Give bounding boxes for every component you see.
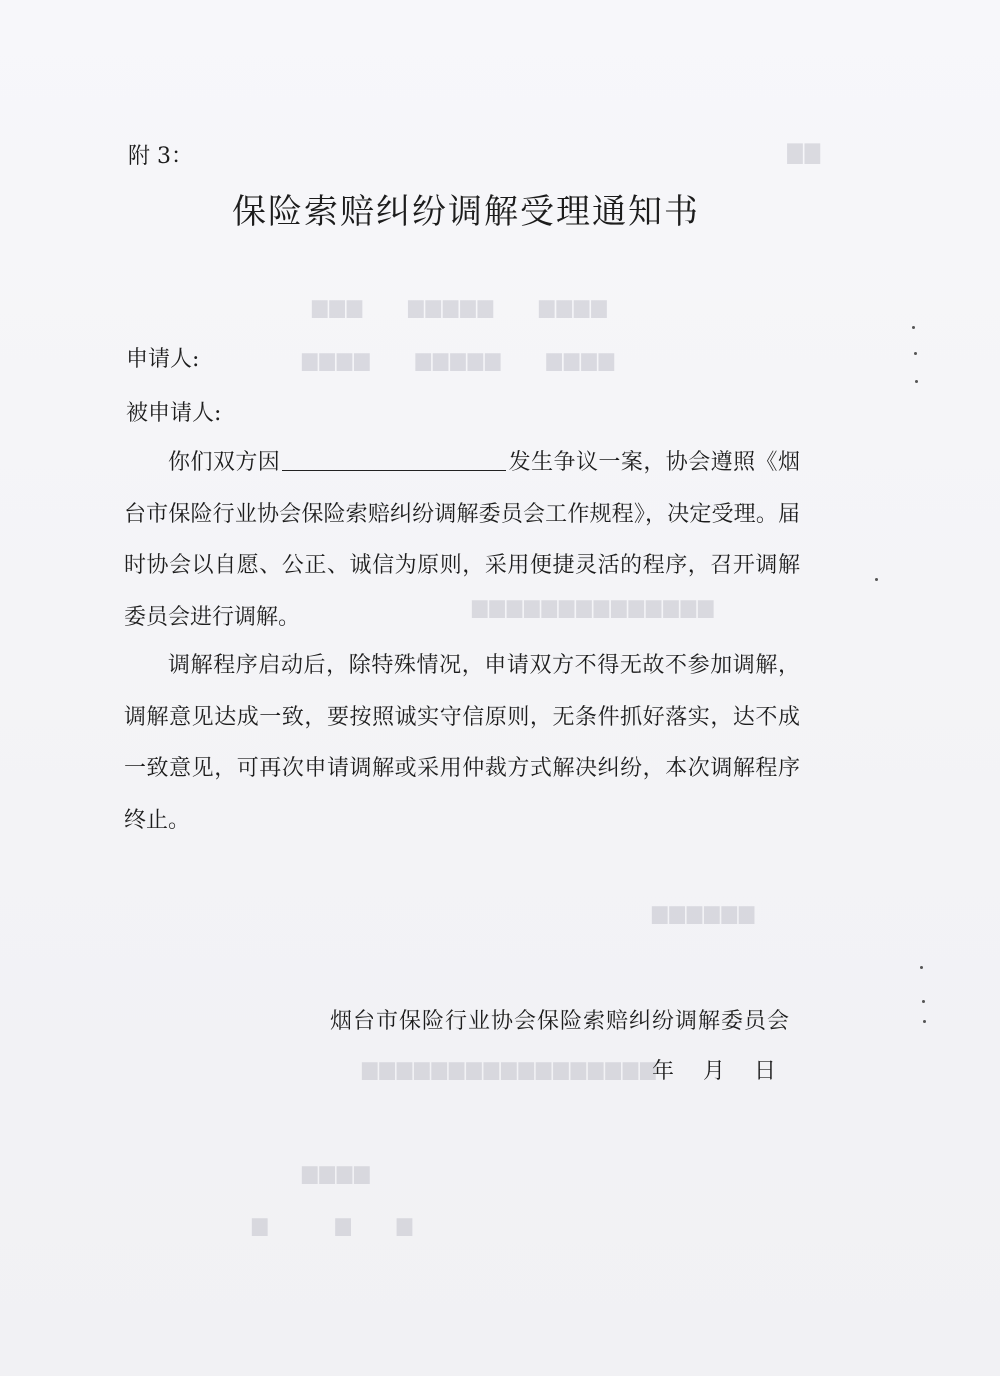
- dispute-blank-line: [282, 448, 506, 471]
- bleed-through-mark: ▆▆▆▆▆▆: [650, 900, 755, 924]
- bleed-through-mark: ▆▆▆▆ ▆▆▆▆▆ ▆▆▆: [310, 294, 607, 318]
- document-title: 保险索赔纠纷调解受理通知书: [232, 192, 700, 232]
- p1-rest-text: 发生争议一案，协会遵照《烟台市保险行业协会保险索赔纠纷调解委员会工作规程》，决定受理。届时协会以自愿、公正、诚信为原则，采用便捷灵活的程序，召开调解委员会进行调解。: [124, 450, 800, 630]
- bleed-through-mark: ▆▆▆▆▆▆▆▆▆▆▆▆▆▆▆▆▆: [360, 1056, 656, 1080]
- bleed-through-mark: ▆▆▆▆: [300, 1160, 370, 1184]
- applicant-label: 申请人:: [126, 347, 200, 372]
- bleed-through-mark: ▆▆▆▆▆▆▆▆▆▆▆▆▆▆: [470, 594, 714, 618]
- scan-dot: [923, 1020, 926, 1023]
- body-paragraph-1: [124, 437, 800, 643]
- attachment-label: 附 3：: [128, 144, 193, 169]
- bleed-through-mark: ▆▆▆▆ ▆▆▆▆▆ ▆▆▆▆: [300, 347, 614, 371]
- scan-dot: [915, 380, 918, 383]
- scan-dot: [875, 578, 878, 581]
- bleed-through-mark: ▇▇: [785, 140, 820, 164]
- scan-dot: [920, 966, 923, 969]
- scan-dot: [922, 1000, 925, 1003]
- p1-lead-text: 你们双方因: [168, 450, 281, 475]
- date-line: 年 月 日: [652, 1059, 776, 1084]
- scan-dot: [914, 352, 917, 355]
- bleed-through-mark: ▆ ▆ ▆: [250, 1212, 413, 1236]
- scan-dot: [912, 326, 915, 329]
- issuer-name: 烟台市保险行业协会保险索赔纠纷调解委员会: [330, 1009, 791, 1034]
- respondent-label: 被申请人:: [126, 401, 222, 426]
- body-paragraph-2: 调解程序启动后，除特殊情况，申请双方不得无故不参加调解，调解意见达成一致，要按照诚实守信原则，无条件抓好落实，达不成一致意见，可再次申请调解或采用仲裁方式解决纠纷，本次调解程序终止。: [124, 653, 800, 833]
